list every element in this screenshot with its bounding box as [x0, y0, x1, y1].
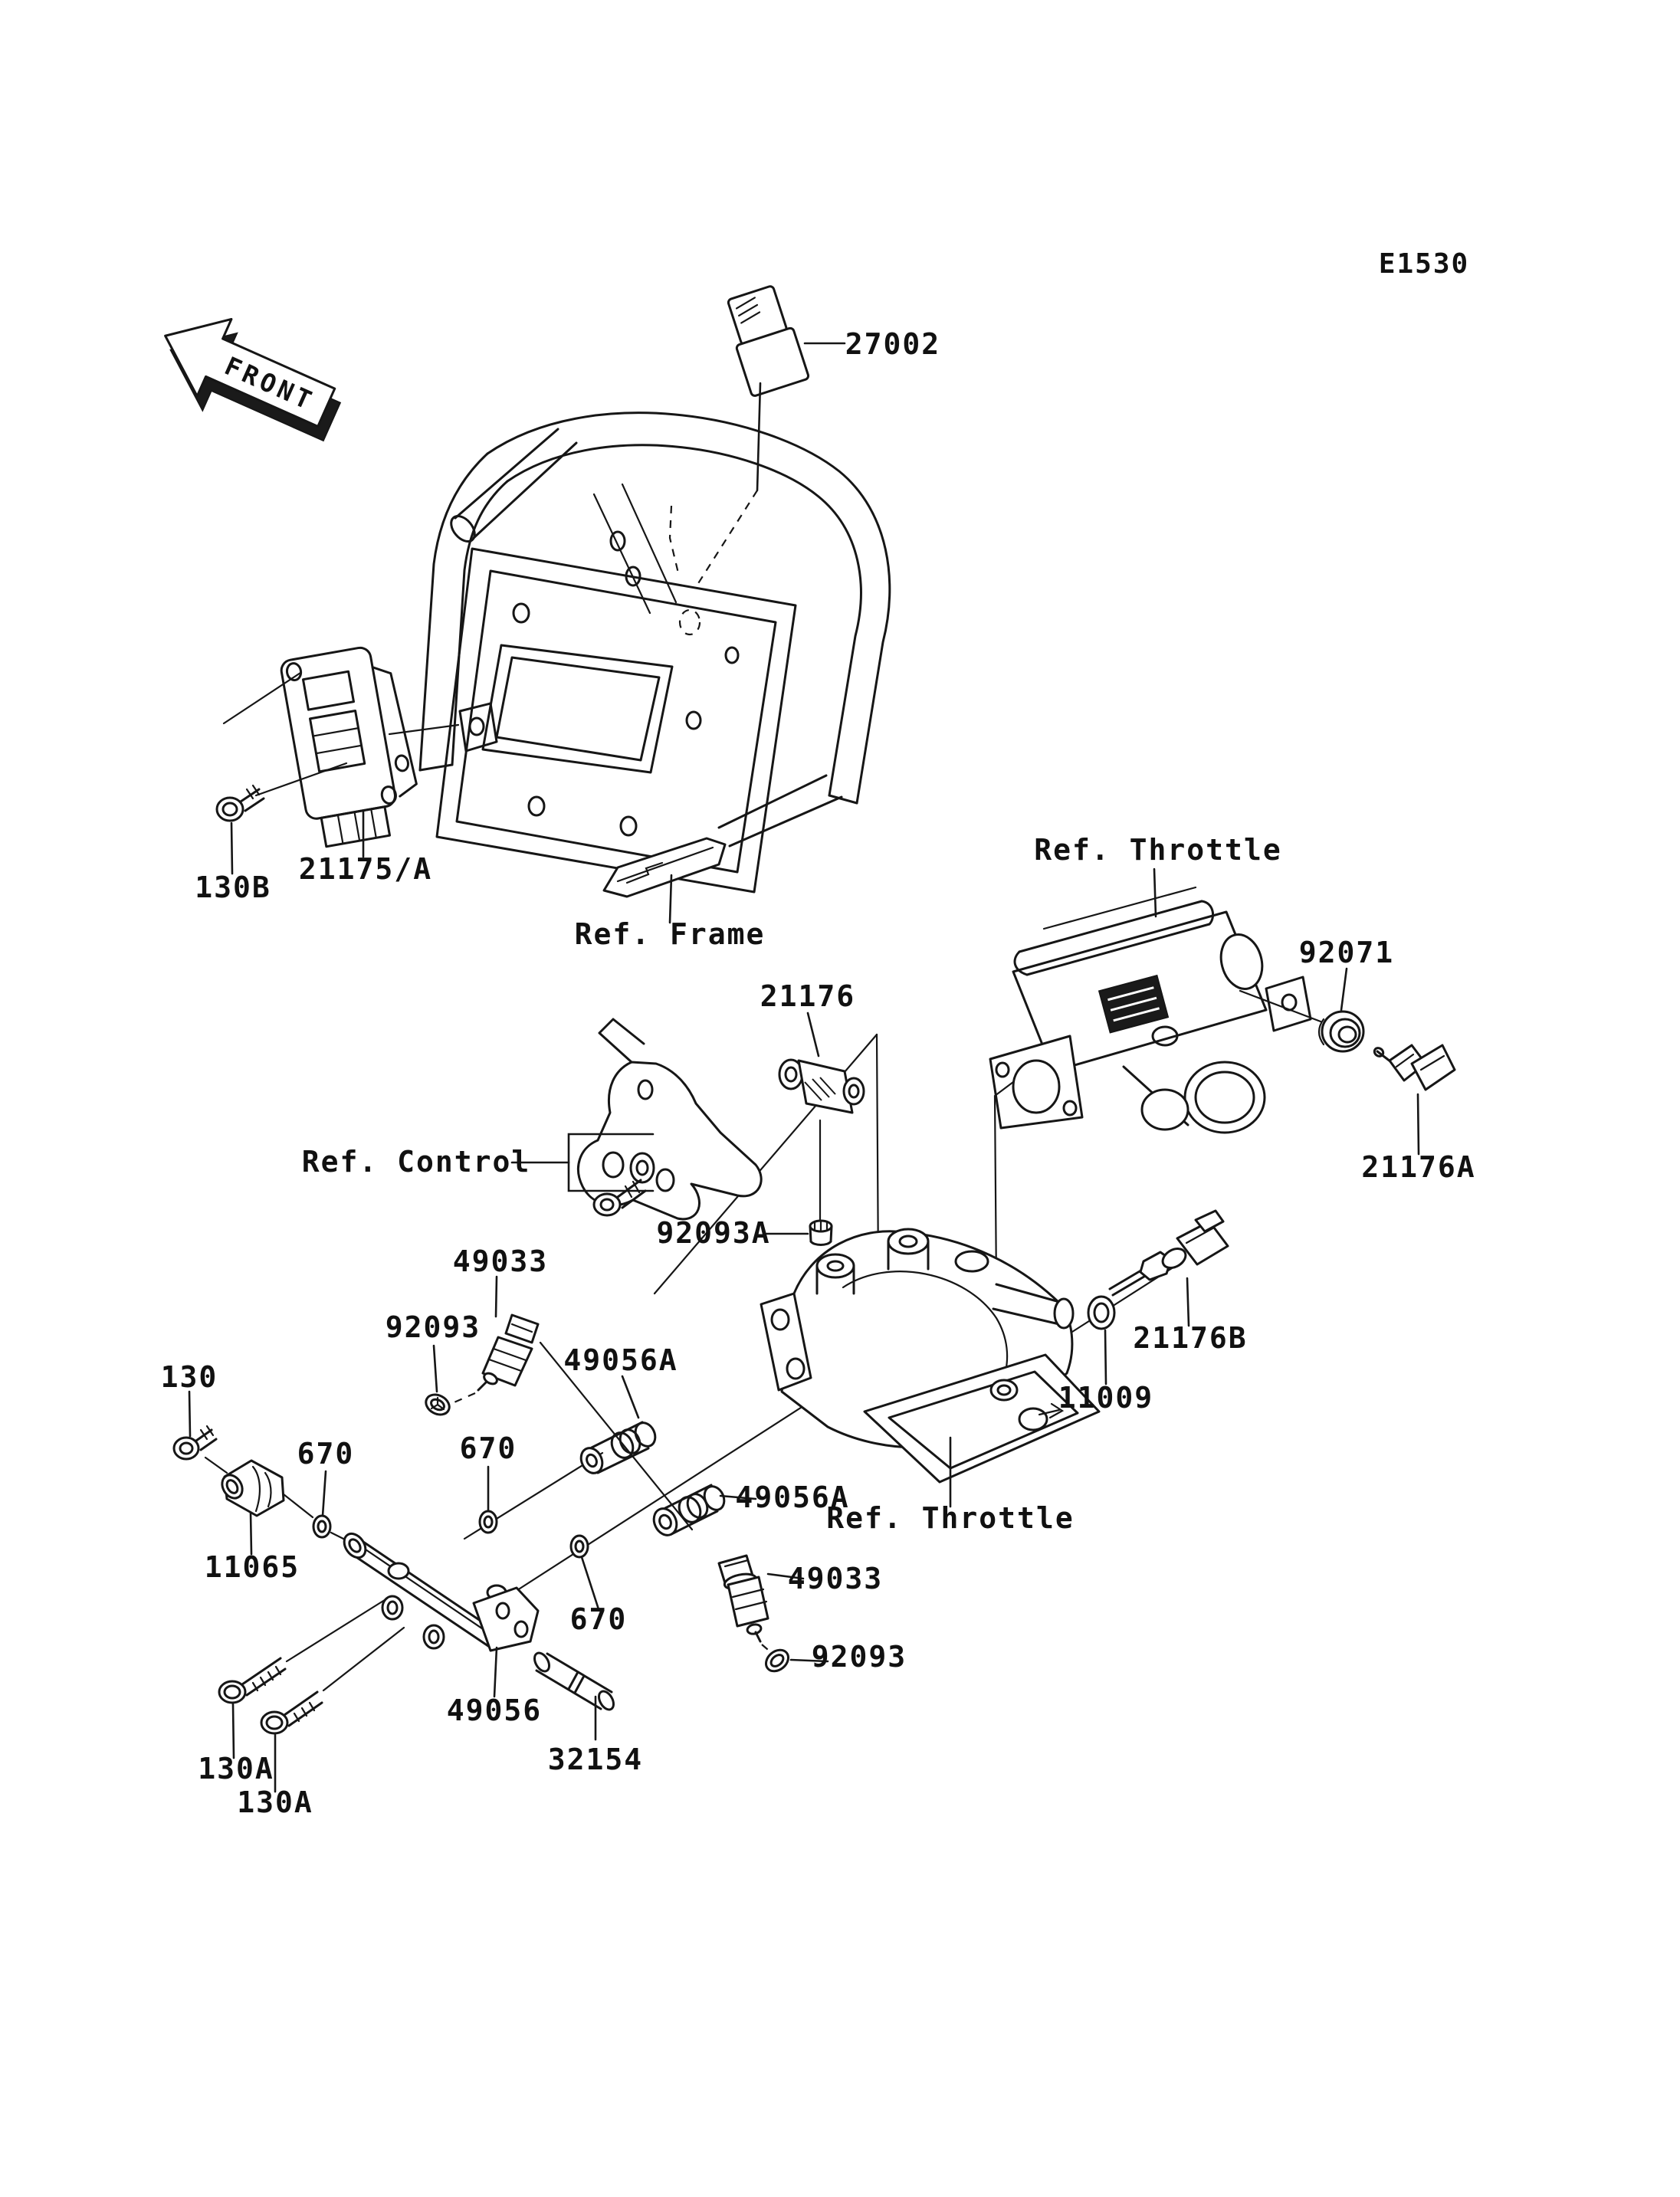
washer-11009-part [1088, 1297, 1114, 1329]
washer-670-c-label: 670 [569, 1602, 628, 1636]
sensor-21176b-label: 21176B [1133, 1321, 1248, 1355]
ref-frame-label: Ref. Frame [574, 917, 766, 951]
bolt-130a-1-leader [233, 1704, 234, 1758]
control-bracket-drawing [578, 1019, 761, 1219]
relay-part [721, 284, 809, 397]
bolt-130a-2-label: 130A [237, 1785, 313, 1819]
bolt-130-axis [205, 1458, 227, 1473]
injector-1-leader [496, 1277, 497, 1317]
washer-11009-label: 11009 [1058, 1381, 1154, 1415]
joint-1-leader [622, 1376, 638, 1418]
pipe-32154-label: 32154 [547, 1743, 644, 1776]
cap-1-leader [434, 1346, 437, 1392]
sensor-21176-label: 21176 [760, 979, 856, 1013]
pipe-32154-part [532, 1651, 617, 1713]
frame-drawing [420, 413, 890, 897]
sensor-21176a-label: 21176A [1361, 1150, 1476, 1184]
holder-axis [284, 1494, 313, 1517]
washer-11009-leader [1105, 1330, 1106, 1384]
fuel-rail-part [340, 1530, 538, 1651]
cap-2-label: 92093 [811, 1640, 907, 1674]
holder-11065-label: 11065 [204, 1550, 300, 1584]
cap-1-part [422, 1391, 453, 1418]
sensor-21176b-part [1110, 1211, 1228, 1295]
washer-670-c-leader [582, 1557, 599, 1609]
washer-670-c-part [571, 1536, 588, 1557]
cap-2-part [762, 1646, 792, 1676]
washer-670-b-label: 670 [459, 1431, 517, 1465]
bolt-130-part [174, 1426, 216, 1459]
front-direction-arrow-icon [144, 297, 353, 461]
bolt-130a-2-axis [323, 1628, 404, 1690]
grommet-92071-part [1319, 1012, 1363, 1051]
bolt-130a-1-part [219, 1658, 285, 1703]
bolt-130b-leader [231, 823, 232, 874]
fuel-rail-label: 49056 [446, 1694, 543, 1727]
joint-1-part [577, 1419, 659, 1476]
bolt-130-label: 130 [160, 1360, 218, 1394]
bolt-130a-1-label: 130A [198, 1752, 274, 1785]
injector-2-part [719, 1556, 773, 1654]
sensor-21176a-part [1373, 1045, 1455, 1090]
cap-92093a-part [810, 1221, 832, 1245]
ecu-part [280, 642, 425, 849]
joint-2-label: 49056A [735, 1481, 850, 1514]
cap-92093a-label: 92093A [656, 1216, 771, 1250]
bolt-130a-2-part [261, 1692, 322, 1733]
injector-1-label: 49033 [452, 1244, 549, 1278]
washer-670-a-part [313, 1516, 330, 1537]
bolt-130-leader [189, 1392, 190, 1436]
holder-11065-part [218, 1461, 284, 1516]
washer-670-b-part [480, 1511, 497, 1533]
sensor-21176-part [779, 1060, 864, 1113]
diagram-code: E1530 [1378, 248, 1470, 280]
ref-throttle-bot-label: Ref. Throttle [826, 1501, 1075, 1535]
grommet-92071-leader [1341, 969, 1347, 1010]
ref-control-label: Ref. Control [301, 1145, 531, 1179]
bolt-130b-label: 130B [195, 871, 271, 904]
front-arrow-label: FRONT [220, 350, 320, 417]
ref-throttle-top-leader [1154, 869, 1156, 917]
ecu-label: 21175/A [298, 852, 433, 886]
relay-label: 27002 [845, 327, 941, 361]
injector-2-label: 49033 [787, 1562, 884, 1595]
manifold-drawing [761, 1229, 1099, 1482]
ref-throttle-top-label: Ref. Throttle [1034, 833, 1282, 867]
cap-1-label: 92093 [385, 1310, 481, 1344]
bolt-130b-part [217, 785, 264, 821]
washer-670-a-label: 670 [297, 1437, 355, 1471]
grommet-92071-label: 92071 [1298, 936, 1395, 969]
sensor-21176a-leader [1418, 1094, 1419, 1154]
washer-670-a-leader [323, 1471, 326, 1516]
joint-1-label: 49056A [563, 1343, 678, 1377]
sensor-21176-leader [808, 1013, 819, 1056]
sensor-21176b-leader [1187, 1278, 1189, 1326]
fuel-rail-leader [494, 1648, 497, 1697]
